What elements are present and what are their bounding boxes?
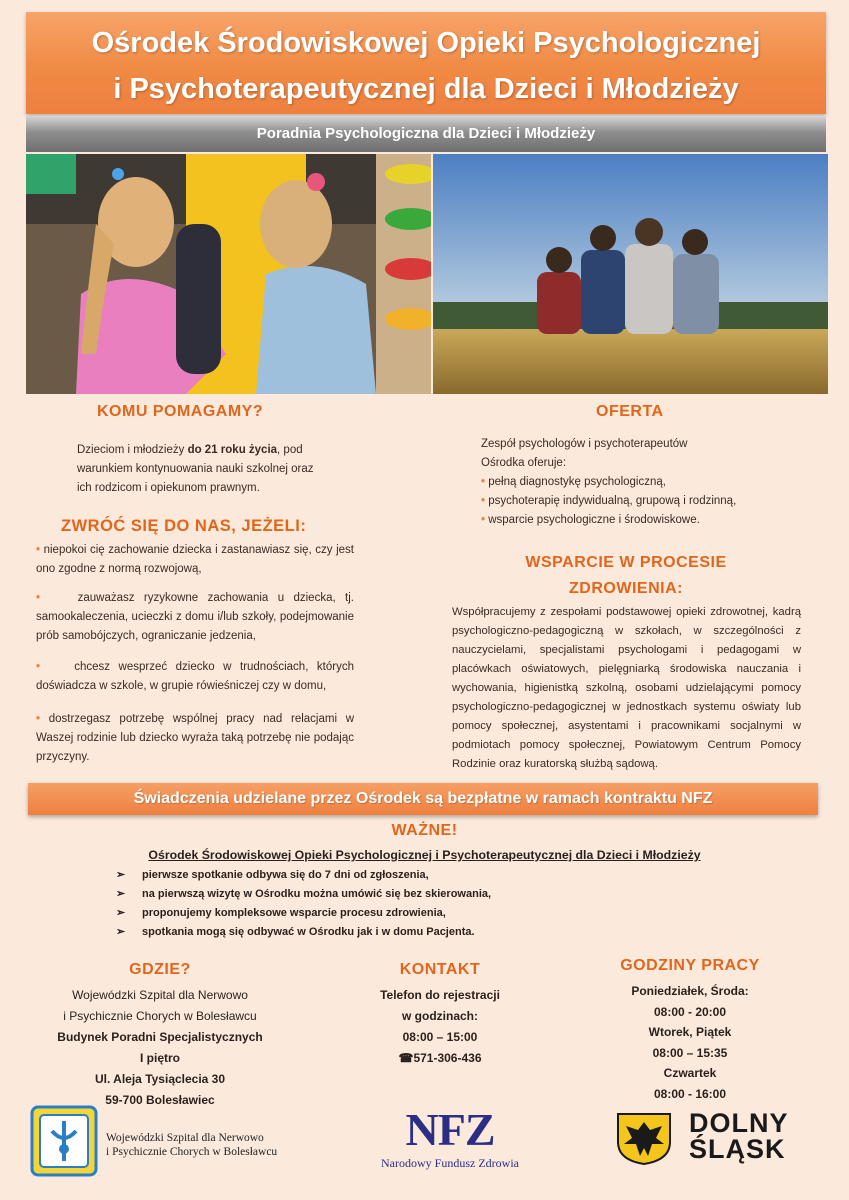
hospital-logo-text [106,1131,277,1159]
arrow-icon: ➢ [116,888,126,900]
zwroc-item-text: zauważasz ryzykowne zachowania u dziecka, tj. samookaleczenia, ucieczki z domu i/lub szkoły, podejmowanie prób samobójczych, ograniczanie jedzenia, [36,592,355,642]
gdzie-line1: Wojewódzki Szpital dla Nerwowo [72,988,248,1002]
list-item [116,923,616,942]
list-item [116,885,616,904]
hospital-logo-icon [30,1105,98,1177]
wsparcie-heading [453,550,799,602]
kontakt-line3: 08:00 – 15:00 [402,1030,478,1044]
bullet-icon: • [36,592,41,604]
godziny-row: 08:00 - 16:00 [653,1086,727,1101]
bullet-icon: • [481,514,486,526]
title-line1: Ośrodek Środowiskowej Opieki Psychologicznej [91,27,761,59]
komu-text [77,441,321,498]
nfz-name: Narodowy Fundusz Zdrowia [381,1156,519,1170]
oferta-intro-1: Zespół psychologów i psychoterapeutów [481,438,688,450]
godziny-heading: GODZINY PRACY [620,957,760,974]
kontakt-heading: KONTAKT [399,961,481,978]
bullet-icon: • [481,495,486,507]
wsparcie-heading-line2: ZDROWIENIA: [569,580,683,597]
zwroc-item-2 [36,589,354,646]
oferta-item-text: psychoterapię indywidualną, grupową i rodzinną, [488,495,737,507]
wazne-heading: WAŻNE! [391,822,458,839]
list-item [116,866,616,885]
arrow-icon: ➢ [116,869,126,881]
komu-heading: KOMU POMAGAMY? [97,403,264,420]
phone-icon: ☎ [398,1051,414,1065]
dolny-slask-logo [689,1110,789,1162]
oferta-item-text: pełną diagnostykę psychologiczną, [488,476,666,488]
hospital-line1: Wojewódzki Szpital dla Nerwowo [106,1132,264,1144]
arrow-icon: ➢ [116,907,126,919]
godziny-row: 08:00 – 15:35 [652,1045,728,1060]
gdzie-line5: Ul. Aleja Tysiąclecia 30 [94,1072,226,1086]
children-photo [26,154,431,394]
wsparcie-text: Współpracujemy z zespołami podstawowej opieki zdrowotnej, kadrą psychologiczno-pedagogiczną w szkołach, w szczególności z nauczycielami, specjalistami psychologami i pedagogami w placówkach oświatowych, pielęgniarką środowiska nauczania i wychowania, higienistką szkolną, osobami udzielającymi pomocy psychologiczno-pedagogicznej w jednostkach systemu oświaty lub pomocy społecznej, asystentami i pracownikami socjalnymi w podmiotach pomocy społecznej, Powiatowym Centrum Pomocy Rodzinie oraz kuratorską służbą sądową. [452,606,801,770]
oferta-item [481,473,801,492]
wazne-list [116,866,616,942]
nfz-banner: Świadczenia udzielane przez Ośrodek są bezpłatne w ramach kontraktu NFZ [28,783,818,815]
nfz-logo [360,1106,540,1171]
zwroc-item-text: chcesz wesprzeć dziecko w trudnościach, których doświadcza w szkole, w grupie rówieśniczej czy w domu, [36,661,354,692]
bullet-icon: • [36,544,41,556]
gdzie-line3: Budynek Poradni Specjalistycznych [57,1030,263,1044]
komu-text-after: , pod [277,444,303,456]
list-item-text: proponujemy kompleksowe wsparcie procesu zdrowienia, [142,907,446,919]
list-item [116,904,616,923]
zwroc-item-4 [36,710,354,767]
wsparcie-heading-line1: WSPARCIE W PROCESIE [525,554,727,571]
godziny-list [590,981,790,1104]
komu-line3: ich rodzicom i opiekunom prawnym. [77,482,260,494]
bullet-icon: • [36,713,41,725]
komu-text-before: Dzieciom i młodzieży [77,444,188,456]
kontakt-line2: w godzinach: [402,1009,478,1023]
arrow-icon: ➢ [116,926,126,938]
zwroc-heading: ZWRÓĆ SIĘ DO NAS, JEŻELI: [61,517,307,535]
title-line2: i Psychoterapeutycznej dla Dzieci i Młodzieży [113,73,739,105]
list-item-text: pierwsze spotkanie odbywa się do 7 dni od zgłoszenia, [142,869,429,881]
bullet-icon: • [481,476,486,488]
silesia-eagle-icon [614,1112,674,1166]
kontakt-phone-row [340,1048,540,1069]
godziny-row: Czwartek [663,1066,717,1080]
nfz-mark: NFZ [405,1104,495,1155]
zwroc-item-1 [36,541,354,579]
zwroc-item-text: dostrzegasz potrzebę wspólnej pracy nad relacjami w Waszej rodzinie lub dziecko wyraża taką potrzebę nie podając przyczyny. [36,713,354,763]
gdzie-heading: GDZIE? [129,961,191,978]
region-line2: ŚLĄSK [689,1134,786,1164]
list-item-text: na pierwszą wizytę w Ośrodku można umówić się bez skierowania, [142,888,492,900]
gdzie-address [40,985,280,1111]
oferta-item [481,511,801,530]
gdzie-line4: I piętro [139,1051,180,1065]
page-subtitle: Poradnia Psychologiczna dla Dzieci i Młodzieży [26,116,826,152]
komu-text-bold: do 21 roku życia [187,444,278,456]
oferta-item [481,492,801,511]
gdzie-line6: 59-700 Bolesławiec [105,1093,215,1107]
phone-number[interactable]: 571-306-436 [413,1051,482,1065]
zwroc-item-text: niepokoi cię zachowanie dziecka i zastanawiasz się, czy jest ono zgodne z normą rozwojową, [36,544,354,575]
kontakt-line1: Telefon do rejestracji [380,988,500,1002]
godziny-row: Wtorek, Piątek [648,1025,732,1039]
oferta-intro-2: Ośrodka oferuje: [481,457,567,469]
region-line1: DOLNY [689,1108,789,1138]
wazne-subtitle: Ośrodek Środowiskowej Opieki Psychologicznej i Psychoterapeutycznej dla Dzieci i Młodzieży [148,848,701,862]
gdzie-line2: i Psychicznie Chorych w Bolesławcu [63,1009,257,1023]
hospital-line2: i Psychicznie Chorych w Bolesławcu [106,1146,278,1158]
oferta-heading: OFERTA [596,403,664,420]
list-item-text: spotkania mogą się odbywać w Ośrodku jak i w domu Pacjenta. [142,926,475,938]
godziny-row: Poniedziałek, Środa: [631,984,749,998]
family-field-photo [433,154,828,394]
oferta-list [481,435,801,530]
godziny-row: 08:00 - 20:00 [653,1004,727,1019]
kontakt-info [340,985,540,1069]
oferta-item-text: wsparcie psychologiczne i środowiskowe. [488,514,700,526]
zwroc-item-3 [36,658,354,696]
komu-line2: warunkiem kontynuowania nauki szkolnej oraz [77,463,314,475]
page-title [26,12,826,114]
bullet-icon: • [36,661,41,673]
